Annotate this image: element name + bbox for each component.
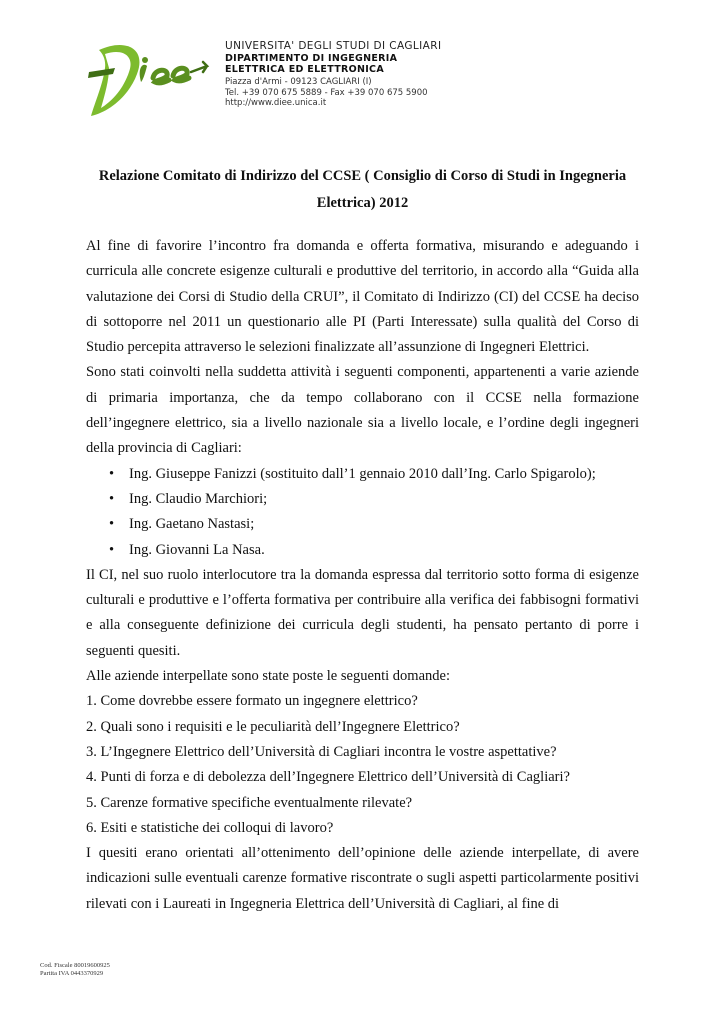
department-website[interactable]: http://www.diee.unica.it [225,98,327,108]
diee-logo-graphic [85,38,215,123]
question-item: 3. L’Ingegnere Elettrico dell’Università di Cagliari incontra le vostre aspettative? [86,743,557,760]
department-name-line2: ELETTRICA ED ELETTRONICA [225,64,384,75]
bullet-icon: • [109,541,115,558]
question-item: 1. Come dovrebbe essere formato un ingegnere elettrico? [86,693,418,710]
paragraph-questions-intro: Alle aziende interpellate sono state poste le seguenti domande: [86,668,450,685]
document-body [86,234,639,917]
partita-iva: Partita IVA 0443370929 [40,970,104,977]
bullet-icon: • [109,490,115,507]
members-list [86,462,639,563]
page-footer [40,962,110,978]
department-header [225,40,441,109]
question-item: 5. Carenze formative specifiche eventualmente rilevate? [86,794,413,811]
department-address: Piazza d'Armi - 09123 CAGLIARI (I) [225,77,372,87]
paragraph-members-intro: Sono stati coinvolti nella suddetta attività i seguenti componenti, appartenenti a varie aziende di primaria importanza, che da tempo collaborano con il CCSE nella formazione dell’ingegnere elettrico, sia a livello nazionale sia a livello locale, e l’ordine degli ingegneri della provincia di Cagliari: [86,364,639,457]
university-name: UNIVERSITA' DEGLI STUDI DI CAGLIARI [225,40,442,52]
codice-fiscale: Cod. Fiscale 80019600925 [40,962,110,969]
diee-logo [85,38,215,123]
bullet-icon: • [109,465,115,482]
department-name-line1: DIPARTIMENTO DI INGEGNERIA [225,53,398,64]
list-item: • Ing. Gaetano Nastasi; [86,512,639,537]
question-item: 2. Quali sono i requisiti e le peculiarità dell’Ingegnere Elettrico? [86,718,460,735]
list-item: • Ing. Giuseppe Fanizzi (sostituito dall’1 gennaio 2010 dall’Ing. Carlo Spigarolo); [86,462,639,487]
question-item: 4. Punti di forza e di debolezza dell’Ingegnere Elettrico dell’Università di Cagliari? [86,769,570,786]
bullet-icon: • [109,516,115,533]
list-item: • Ing. Giovanni La Nasa. [86,538,639,563]
list-item: • Ing. Claudio Marchiori; [86,487,639,512]
paragraph-intro: Al fine di favorire l’incontro fra domanda e offerta formativa, misurando e adeguando i curricula alle concrete esigenze culturali e produttive del territorio, in accordo alla “Guida alla valutazione dei Corsi di Studio della CRUI”, il Comitato di Indirizzo (CI) del CCSE ha deciso di sottoporre nel 2011 un questionario alle PI (Parti Interessate) sulla qualità del Corso di Studio percepita attraverso le selezioni finalizzate all’assunzione di Ingegneri Elettrici. [86,238,639,356]
paragraph-ci-role: Il CI, nel suo ruolo interlocutore tra la domanda espressa dal territorio sotto forma di esigenze culturali e produttive e l’offerta formativa per contribuire alla verifica dei fabbisogni formativi e alla conseguente definizione dei curricula degli studenti, ha pensato pertanto di porre i seguenti quesiti. [86,566,639,659]
document-title: Relazione Comitato di Indirizzo del CCSE ( Consiglio di Corso di Studi in Ingegneria Elettrica) 2012 [98,168,627,211]
department-phone: Tel. +39 070 675 5889 - Fax +39 070 675 5900 [225,87,428,98]
questions-list [86,689,639,841]
question-item: 6. Esiti e statistiche dei colloqui di lavoro? [86,819,334,836]
paragraph-conclusion: I quesiti erano orientati all’ottenimento dell’opinione delle aziende interpellate, di avere indicazioni sulle eventuali carenze formative riscontrate o sugli aspetti particolarmente positivi rilevati con i Laureati in Ingegneria Elettrica dell’Università di Cagliari, al fine di [86,845,639,912]
